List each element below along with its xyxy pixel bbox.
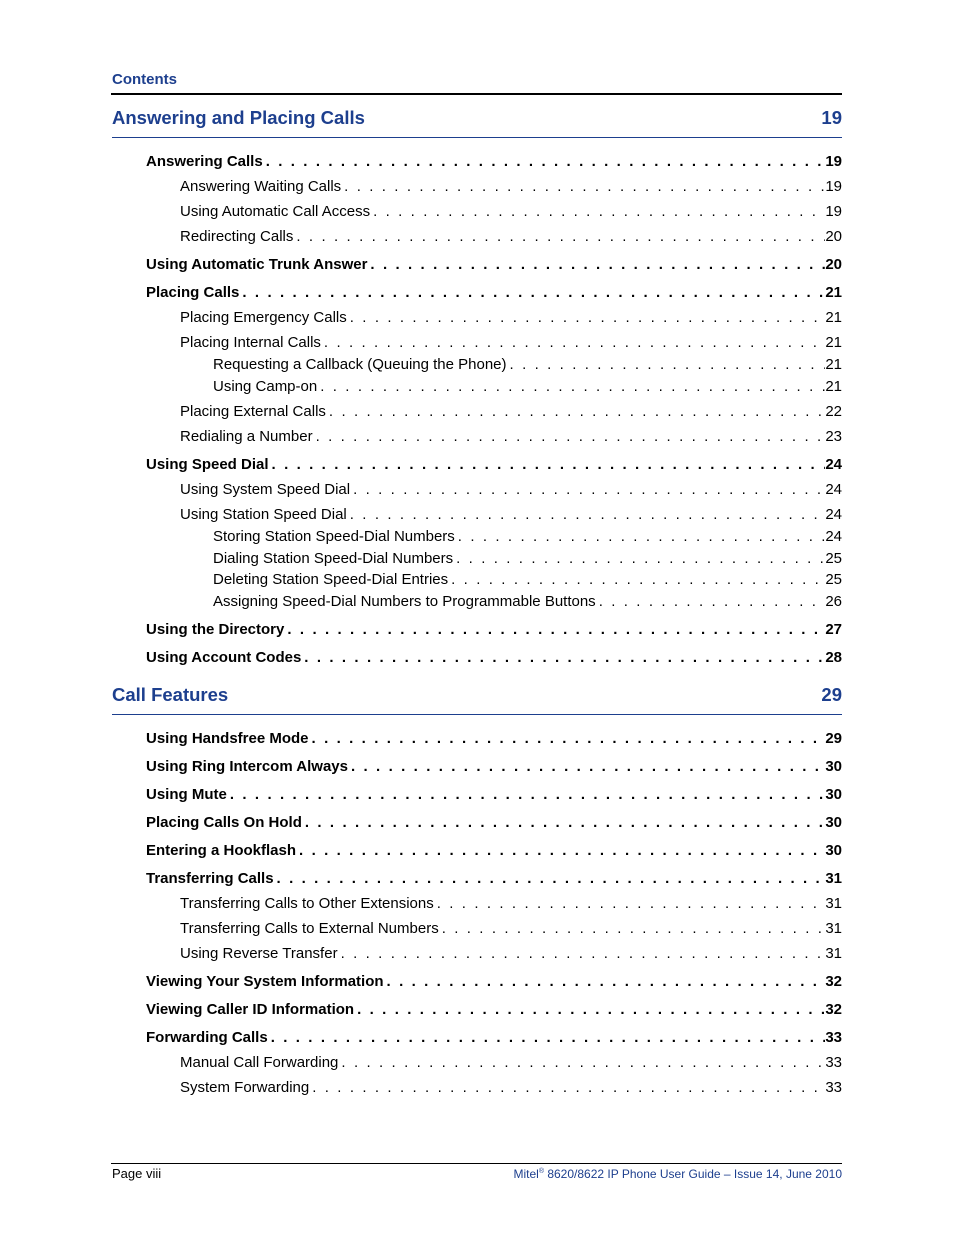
toc-entry-title: Requesting a Callback (Queuing the Phone) [213, 356, 507, 373]
chapter-title: Call Features [112, 684, 229, 705]
dot-leader [302, 813, 825, 833]
toc-entry-page: 30 [825, 814, 842, 831]
toc-entry[interactable] [180, 505, 842, 525]
dot-leader [309, 729, 826, 749]
registered-mark: ® [538, 1168, 544, 1175]
toc-entry-page: 21 [825, 378, 842, 395]
top-rule [111, 93, 842, 95]
toc-entry-title: Using Reverse Transfer [180, 945, 338, 962]
toc-entry-title: Using Account Codes [146, 649, 302, 666]
dot-leader [274, 869, 826, 889]
toc-entry-page: 30 [825, 786, 842, 803]
toc-entry[interactable] [213, 570, 842, 590]
toc-entry[interactable] [213, 355, 842, 375]
toc-entry[interactable] [146, 620, 842, 640]
dot-leader [338, 1053, 825, 1073]
toc-entry-page: 19 [825, 203, 842, 220]
toc-entry[interactable] [146, 729, 842, 749]
dot-leader [453, 549, 825, 569]
guide-title: 8620/8622 IP Phone User Guide – Issue 14, June 2010 [544, 1167, 842, 1181]
toc-entry-page: 25 [825, 571, 842, 588]
toc-entry-page: 21 [825, 309, 842, 326]
toc-entry-title: Entering a Hookflash [146, 842, 297, 859]
toc-entry[interactable] [146, 283, 842, 303]
chapter-title: Answering and Placing Calls [112, 107, 365, 128]
toc-entry-page: 29 [825, 730, 842, 747]
toc-entry-title: Viewing Your System Information [146, 973, 384, 990]
page-number: Page viii [112, 1166, 162, 1181]
toc-entry-title: Using the Directory [146, 621, 285, 638]
chapter-heading[interactable] [112, 684, 842, 706]
toc-entry[interactable] [213, 549, 842, 569]
dot-leader [326, 402, 825, 422]
dot-leader [313, 427, 826, 447]
dot-leader [439, 919, 826, 939]
toc-entry[interactable] [180, 308, 842, 328]
toc-entry[interactable] [146, 757, 842, 777]
chapter-page: 19 [821, 107, 842, 128]
toc-entry-page: 31 [825, 870, 842, 887]
toc-entry[interactable] [180, 894, 842, 914]
dot-leader [301, 648, 825, 668]
toc-entry[interactable] [180, 427, 842, 447]
dot-leader [367, 255, 825, 275]
dot-leader [341, 177, 825, 197]
toc-entry[interactable] [180, 202, 842, 222]
dot-leader [348, 757, 825, 777]
toc-entry-title: Placing External Calls [180, 403, 326, 420]
toc-entry[interactable] [213, 592, 842, 612]
dot-leader [448, 570, 825, 590]
dot-leader [309, 1078, 825, 1098]
running-head: Contents [112, 71, 177, 88]
dot-leader [455, 527, 826, 547]
toc-entry[interactable] [180, 227, 842, 247]
dot-leader [350, 480, 825, 500]
toc-entry-page: 28 [825, 649, 842, 666]
toc-entry-title: Transferring Calls to External Numbers [180, 920, 439, 937]
dot-leader [269, 455, 826, 475]
dot-leader [347, 505, 826, 525]
dot-leader [384, 972, 826, 992]
toc-entry-page: 23 [825, 428, 842, 445]
toc-entry-page: 27 [825, 621, 842, 638]
toc-entry-title: Redirecting Calls [180, 228, 294, 245]
toc-entry[interactable] [180, 480, 842, 500]
toc-entry[interactable] [213, 527, 842, 547]
toc-entry-title: Forwarding Calls [146, 1029, 268, 1046]
toc-entry-page: 32 [825, 1001, 842, 1018]
toc-entry-page: 30 [825, 842, 842, 859]
toc-entry-title: Using Camp-on [213, 378, 318, 395]
toc-entry-page: 31 [825, 920, 842, 937]
toc-entry[interactable] [180, 1078, 842, 1098]
toc-entry-page: 20 [825, 256, 842, 273]
toc-entry-title: Using Speed Dial [146, 456, 269, 473]
toc-entry[interactable] [146, 813, 842, 833]
toc-entry-title: Placing Emergency Calls [180, 309, 347, 326]
toc-entry-title: Placing Calls [146, 284, 240, 301]
chapter-rule [112, 137, 842, 138]
toc-entry[interactable] [146, 1028, 842, 1048]
toc-entry[interactable] [180, 333, 842, 353]
toc-entry-page: 30 [825, 758, 842, 775]
chapter-heading[interactable] [112, 107, 842, 129]
dot-leader [347, 308, 826, 328]
toc-entry[interactable] [146, 455, 842, 475]
toc-entry-page: 33 [825, 1054, 842, 1071]
toc-entry-page: 26 [825, 593, 842, 610]
toc-entry-page: 31 [825, 895, 842, 912]
toc-entry-page: 25 [825, 550, 842, 567]
toc-entry-page: 19 [825, 153, 842, 170]
toc-entry[interactable] [146, 648, 842, 668]
toc-entry-title: Using Automatic Trunk Answer [146, 256, 368, 273]
toc-entry[interactable] [180, 177, 842, 197]
toc-entry-page: 31 [825, 945, 842, 962]
toc-entry-title: System Forwarding [180, 1079, 310, 1096]
toc-entry[interactable] [146, 972, 842, 992]
toc-entry-page: 21 [825, 334, 842, 351]
toc-entry-title: Deleting Station Speed-Dial Entries [213, 571, 449, 588]
toc-entry[interactable] [146, 152, 842, 172]
dot-leader [507, 355, 826, 375]
toc-entry-page: 33 [825, 1029, 842, 1046]
dot-leader [239, 283, 825, 303]
dot-leader [263, 152, 826, 172]
toc-entry-title: Transferring Calls [146, 870, 274, 887]
toc-entry-title: Redialing a Number [180, 428, 313, 445]
toc-entry-title: Placing Calls On Hold [146, 814, 302, 831]
toc-entry[interactable] [146, 841, 842, 861]
toc-entry-title: Answering Waiting Calls [180, 178, 342, 195]
toc-entry-title: Using Mute [146, 786, 227, 803]
toc-entry-page: 22 [825, 403, 842, 420]
toc-entry-title: Using System Speed Dial [180, 481, 351, 498]
dot-leader [317, 377, 825, 397]
toc-entry-title: Transferring Calls to Other Extensions [180, 895, 434, 912]
dot-leader [268, 1028, 826, 1048]
toc-entry[interactable] [213, 377, 842, 397]
dot-leader [296, 841, 825, 861]
toc-entry[interactable] [180, 944, 842, 964]
toc-entry[interactable] [146, 1000, 842, 1020]
toc-entry-page: 21 [825, 284, 842, 301]
chapter-rule [112, 714, 842, 715]
brand-name: Mitel [513, 1167, 539, 1181]
dot-leader [434, 894, 826, 914]
footer-guide-title [513, 1167, 842, 1181]
dot-leader [321, 333, 825, 353]
chapter-page: 29 [821, 684, 842, 705]
toc-entry-page: 32 [825, 973, 842, 990]
toc-entry-title: Manual Call Forwarding [180, 1054, 339, 1071]
toc-entry-page: 24 [825, 528, 842, 545]
toc-entry-title: Assigning Speed-Dial Numbers to Programmable Buttons [213, 593, 596, 610]
dot-leader [293, 227, 825, 247]
toc-entry-title: Answering Calls [146, 153, 263, 170]
toc-entry[interactable] [180, 1053, 842, 1073]
dot-leader [284, 620, 825, 640]
toc-entry-title: Using Ring Intercom Always [146, 758, 348, 775]
toc-entry-title: Using Automatic Call Access [180, 203, 371, 220]
toc-entry[interactable] [180, 919, 842, 939]
dot-leader [354, 1000, 825, 1020]
toc-entry[interactable] [146, 785, 842, 805]
toc-entry-page: 21 [825, 356, 842, 373]
toc-entry-page: 19 [825, 178, 842, 195]
dot-leader [370, 202, 825, 222]
toc-entry[interactable] [180, 402, 842, 422]
toc-entry-title: Using Station Speed Dial [180, 506, 347, 523]
toc-entry-title: Dialing Station Speed-Dial Numbers [213, 550, 454, 567]
toc-entry-title: Viewing Caller ID Information [146, 1001, 355, 1018]
dot-leader [338, 944, 826, 964]
dot-leader [227, 785, 825, 805]
toc-entry[interactable] [146, 255, 842, 275]
toc-entry-page: 20 [825, 228, 842, 245]
toc-entry-title: Using Handsfree Mode [146, 730, 309, 747]
toc-entry-page: 24 [825, 481, 842, 498]
toc-entry[interactable] [146, 869, 842, 889]
toc-entry-title: Storing Station Speed-Dial Numbers [213, 528, 455, 545]
toc-entry-page: 24 [825, 506, 842, 523]
dot-leader [596, 592, 826, 612]
toc-entry-title: Placing Internal Calls [180, 334, 321, 351]
toc-entry-page: 24 [825, 456, 842, 473]
footer-rule [111, 1163, 842, 1164]
toc-entry-page: 33 [825, 1079, 842, 1096]
